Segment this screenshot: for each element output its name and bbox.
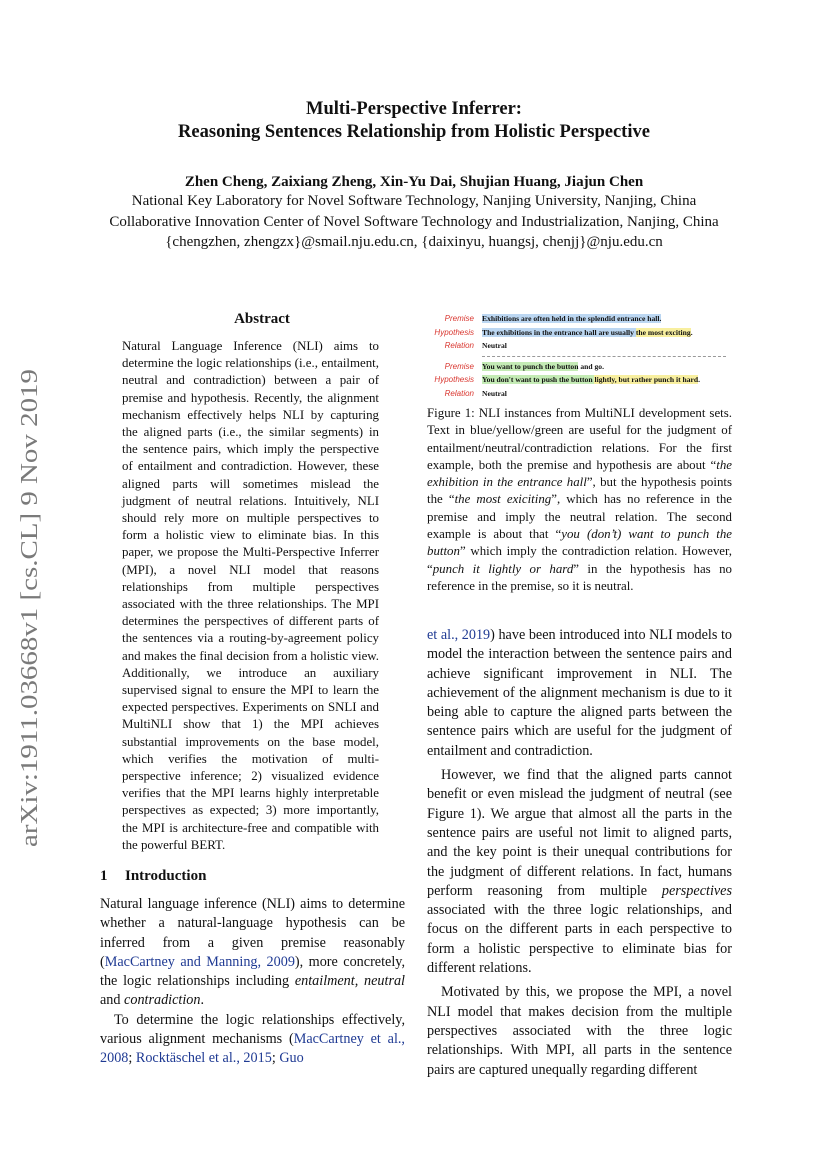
figure-row-hypothesis: [426, 326, 732, 340]
relation-label: Relation: [444, 341, 474, 351]
relation-label: Relation: [444, 388, 474, 398]
intro-column-left: [100, 895, 405, 1069]
abstract-text: Natural Language Inference (NLI) aims to determine the logic relationships (i.e., entailment, neutral and contradiction) between a pair of premise and hypothesis. Recently, the alignment mechanism effectively helps NLI by capturing the aligned parts (i.e., the similar segments) in the sentence pairs, which imply the perspective of entailment and contradiction. However, these aligned parts will sometimes mislead the judgment of neutral relations. Intuitively, NLI should rely more on multiple perspectives to form a holistic view to eliminate bias. In this paper, we propose the Multi-Perspective Inferrer (MPI), a novel NLI model that reasons relationships from multiple perspectives associated with the three relationships. The MPI determines the perspectives of different parts of the sentences via a routing-by-agreement policy and makes the final decision from a holistic view. Additionally, we introduce an auxiliary supervised signal to ensure the MPI to learn the expected perspectives. Experiments on SNLI and MultiNLI show that 1) the MPI achieves substantial improvements on the base model, which verifies the motivation of multi-perspective inference; 2) visualized evidence verifies that the MPI learns highly interpretable perspectives as expected; 3) more importantly, the MPI is architecture-free and compatible with the powerful BERT.: [122, 339, 379, 852]
right-paragraph-1: et al., 2019) have been introduced into NLI models to model the interaction between the sentence pairs and achieve significant improvement in NLI. The achievement of the alignment mechanism is due to it being able to capture the aligned parts between the sentence pairs which are useful for the judgment of entailment and contradiction.: [427, 627, 732, 759]
figure-row-relation: [426, 339, 732, 353]
author-list: Zhen Cheng, Zaixiang Zheng, Xin-Yu Dai, Shujian Huang, Jiajun Chen: [184, 174, 644, 190]
citation-link[interactable]: Guo: [279, 1050, 304, 1067]
citation-link[interactable]: et al., 2019: [427, 627, 491, 643]
intro-paragraph-2: To determine the logic relationships effectively, various alignment mechanisms (MacCartney et al., 2008; Rocktäschel et al., 2015; Guo: [100, 1011, 405, 1067]
section-title: Introduction: [125, 868, 207, 884]
figure-row-hypothesis: [426, 373, 732, 387]
figure-row-premise: [426, 360, 732, 374]
figure-row-relation: [426, 387, 732, 401]
paper-title-line1: Multi-Perspective Inferrer:: [306, 99, 522, 119]
premise-text: You want to punch the button and go.: [482, 361, 604, 371]
premise-label: Premise: [444, 314, 474, 324]
relation-value: Neutral: [482, 341, 507, 351]
premise-text: Exhibitions are often held in the splendid entrance hall.: [482, 314, 662, 324]
citation-link[interactable]: MacCartney and Manning, 2009: [104, 953, 295, 970]
figure-row-premise: [426, 312, 732, 326]
figure-1: [426, 312, 732, 400]
hypothesis-label: Hypothesis: [434, 375, 474, 385]
intro-paragraph-1: Natural language inference (NLI) aims to determine whether a natural-language hypothesis can be inferred from a given premise reasonably (MacCartney and Manning, 2009), more concretely, the logic relationships including entailment, neutral and contradiction.: [100, 896, 406, 1009]
citation-link[interactable]: MacCartney et al., 2008: [100, 1031, 405, 1067]
arxiv-stamp: [13, 367, 45, 847]
section-heading: [100, 868, 206, 885]
hypothesis-label: Hypothesis: [434, 327, 474, 337]
section-number: 1: [100, 868, 108, 884]
intro-column-right: [427, 626, 732, 1080]
citation-link[interactable]: Rocktäschel et al., 2015: [135, 1050, 272, 1067]
hypothesis-text: The exhibitions in the entrance hall are usually the most exciting.: [482, 327, 693, 337]
paper-title-line2: Reasoning Sentences Relationship from Holistic Perspective: [178, 122, 650, 142]
affiliation-1: National Key Laboratory for Novel Software Technology, Nanjing University, Nanjing, China: [131, 193, 697, 209]
premise-label: Premise: [444, 361, 474, 371]
author-emails: {chengzhen, zhengzx}@smail.nju.edu.cn, {daixinyu, huangsj, chenjj}@nju.edu.cn: [165, 234, 663, 250]
relation-value: Neutral: [482, 388, 507, 398]
figure-divider: [482, 356, 726, 357]
abstract-heading: Abstract: [234, 311, 290, 327]
right-paragraph-2: However, we find that the aligned parts cannot benefit or even mislead the judgment of neutral (see Figure 1). We argue that almost all the parts in the sentence pairs are useful not limit to aligned parts, and the key point is their unequal contributions for the judgment of different relations. In fact, humans perform reasoning from multiple perspectives associated with the three logic relationships, and focus on the different parts in each perspective to form a holistic perspective to eliminate bias for different relations.: [427, 767, 732, 977]
right-paragraph-3: Motivated by this, we propose the MPI, a novel NLI model that makes decision from the multiple perspectives associated with the three logic relationships. With MPI, all parts in the sentence pairs are captured unequally regarding different: [427, 984, 732, 1078]
figure-caption: Figure 1: NLI instances from MultiNLI development sets. Text in blue/yellow/green are useful for the judgment of entailment/neutral/contradiction relations. For the first example, both the premise and hypothesis are about “the exhibition in the entrance hall”, but the hypothesis points the “the most exiciting”, which has no reference in the premise and imply the neutral relation. The second example is about that “you (don’t) want to punch the button” which imply the contradiction relation. However, “punch it lightly or hard” in the hypothesis has no reference in the premise, so it is neutral.: [427, 406, 732, 593]
arxiv-id: arXiv:1911.03668v1 [cs.CL] 9 Nov 2019: [17, 450, 43, 847]
affiliation-2: Collaborative Innovation Center of Novel Software Technology and Industrialization, Nanjing, China: [109, 214, 719, 230]
hypothesis-text: You don't want to push the button lightly, but rather punch it hard.: [482, 375, 701, 385]
